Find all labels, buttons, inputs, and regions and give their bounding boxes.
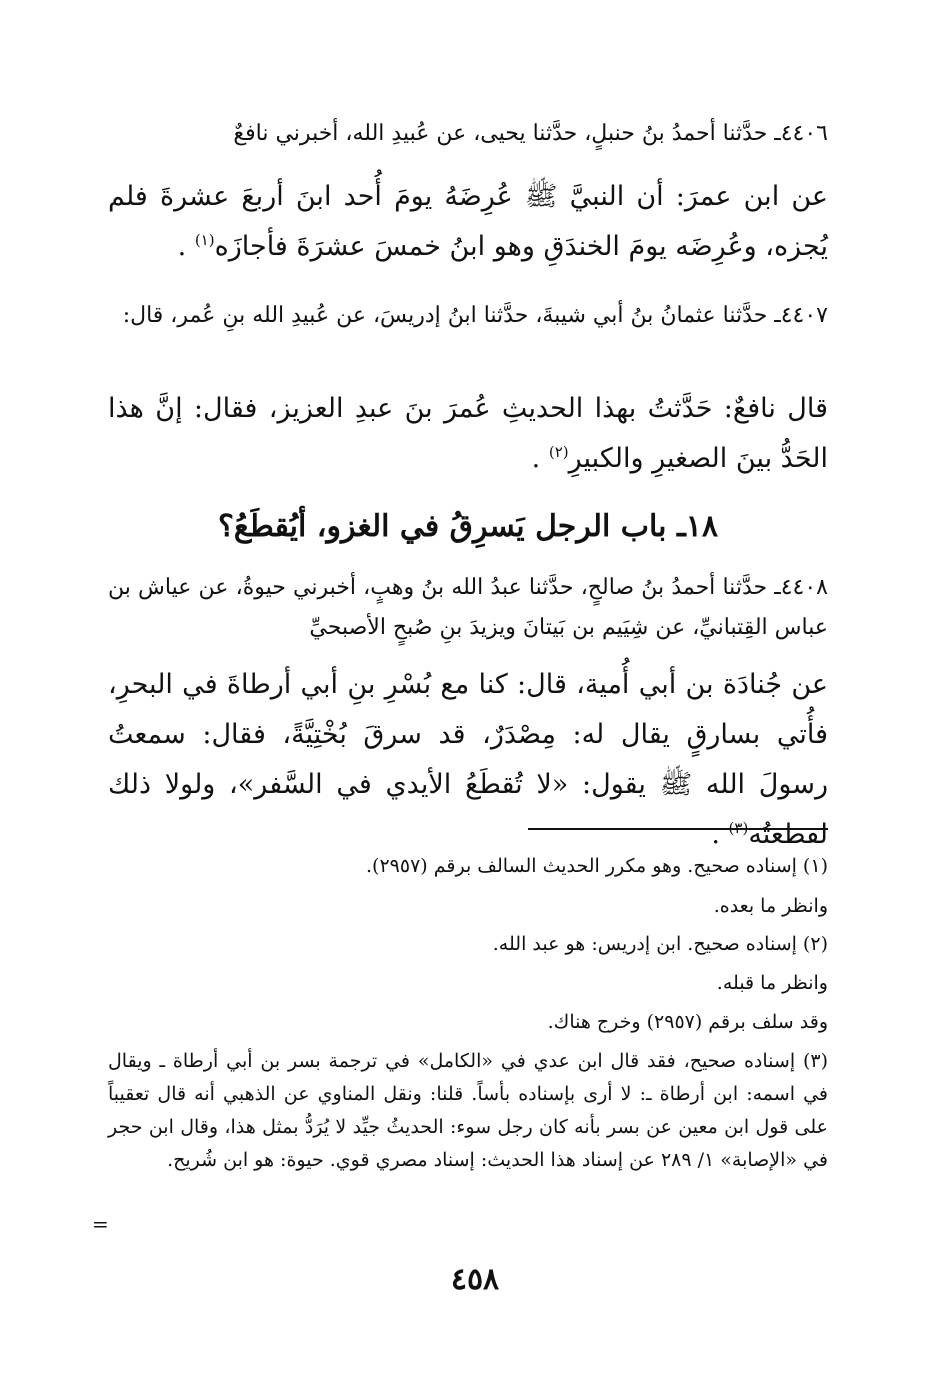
page-number: ٤٥٨ [450, 1262, 500, 1297]
hadith-4408-chain-text: ٤٤٠٨ـ حدَّثنا أحمدُ بنُ صالحٍ، حدَّثنا عبدُ الله بنُ وهبٍ، أخبرني حيوةُ، عن عياش بن عباس القِتبانيِّ، عن شِيَيم بن بَيتانَ ويزيدَ بنِ صُبحٍ الأصبحيِّ [108, 575, 828, 640]
hadith-4407-body: قال نافعٌ: حَدَّثتُ بهذا الحديثِ عُمرَ بنَ عبدِ العزيز، فقال: إنَّ هذا الحَدُّ بينَ الصغيرِ والكبيرِ [108, 393, 828, 474]
hadith-4407-text [108, 384, 828, 484]
footnote-1-line-2: وانظر ما بعده. [713, 895, 828, 917]
hadith-4408-text [108, 660, 828, 860]
footnote-ref-2: (٢) [548, 443, 569, 461]
hadith-4406-chain [108, 114, 828, 154]
footnote-ref-3: (٣) [728, 819, 749, 837]
hadith-4408-body: عن جُنادَة بن أبي أُمية، قال: كنا مع بُسْرِ بنِ أبي أرطاةَ في البحرِ، فأُتي بسارقٍ يقال له: مِصْدَرٌ، قد سرقَ بُخْتِيَّةً، فقال: سمعتُ رسولَ الله ﷺ يقول: «لا تُقطَعُ الأيدي في السَّفر»، ولولا ذلك لقطعتُه [108, 669, 828, 850]
hadith-4406-chain-text: ٤٤٠٦ـ حدَّثنا أحمدُ بنُ حنبلٍ، حدَّثنا يحيى، عن عُبيدِ الله، أخبرني نافعٌ [233, 121, 828, 146]
hadith-4406-body: عن ابن عمرَ: أن النبيَّ ﷺ عُرِضَهُ يومَ أُحد ابنَ أربعَ عشرةَ فلم يُجزه، وعُرِضَه يومَ الخندَقِ وهو ابنُ خمسَ عشرَةَ فأجازَه [108, 181, 828, 262]
hadith-4406-text [108, 172, 828, 272]
footnote-3: (٣) إسناده صحيح، فقد قال ابن عدي في «الكامل» في ترجمة بسر بن أبي أرطاة ـ ويقال في اسمه: ابن أرطاة ـ: لا أرى بإسناده بأساً. قلنا: ونقل المناوي عن الذهبي أنه قال تعقيباً على قول ابن معين عن بسر بأنه كان رجل سوء: الحديثُ جيِّد لا يُرَدُّ بمثل هذا، وقال ابن حجر في «الإصابة» ١/ ٢٨٩ عن إسناد هذا الحديث: إسناد مصري قوي. حيوة: هو ابن شُريح. [108, 1050, 828, 1171]
hadith-4406-end: . [177, 231, 195, 262]
hadith-4407-chain [108, 296, 828, 336]
footnote-2-line-3: وقد سلف برقم (٢٩٥٧) وخرج هناك. [547, 1011, 828, 1033]
footnote-ref-1: (١) [194, 231, 215, 249]
hadith-4407-chain-text: ٤٤٠٧ـ حدَّثنا عثمانُ بنُ أبي شيبةَ، حدَّثنا ابنُ إدريسَ، عن عُبيدِ الله بنِ عُمر، قال: [122, 303, 828, 328]
footnote-divider [528, 828, 828, 830]
footnote-2-line-1: (٢) إسناده صحيح. ابن إدريس: هو عبد الله. [492, 933, 828, 955]
hadith-4407-end: . [531, 443, 549, 474]
footnote-1-line-1: (١) إسناده صحيح. وهو مكرر الحديث السالف برقم (٢٩٥٧). [366, 855, 828, 877]
hadith-4408-chain [108, 568, 828, 648]
continuation-mark: = [92, 1212, 109, 1236]
chapter-heading: ١٨ـ باب الرجل يَسرِقُ في الغزو، أيُقطَعُ؟ [217, 509, 719, 544]
footnote-2-line-2: وانظر ما قبله. [716, 972, 828, 994]
hadith-4408-end: . [711, 819, 729, 850]
